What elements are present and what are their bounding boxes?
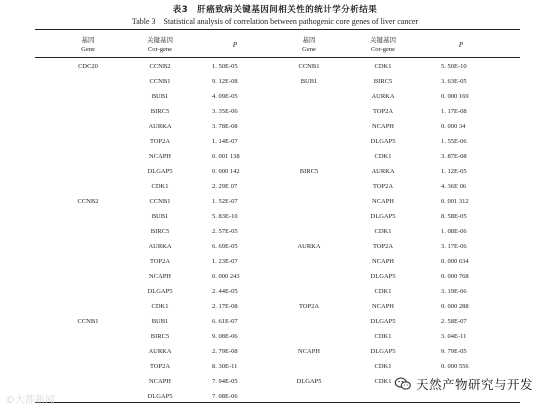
p-value-cell: 8. 58E-05 (441, 213, 467, 220)
p-value-cell: 2. 58E-07 (441, 318, 467, 325)
core-gene-cell: DLGAP5 (370, 348, 396, 355)
p-value-cell: 2. 17E-08 (212, 303, 238, 310)
p-value-cell: 6. 61E-07 (212, 318, 238, 325)
core-gene-cell: AURKA (148, 348, 172, 355)
watermark-right (392, 374, 535, 394)
core-gene-cell: CCNB1 (149, 198, 171, 205)
p-value-cell: 1. 23E-07 (212, 258, 238, 265)
watermark-left: ©大都新闻 (5, 395, 55, 406)
p-value-cell: 4. 36E 06 (441, 183, 467, 190)
p-value-cell: 8. 30E-11 (212, 363, 238, 370)
p-value-cell: 2. 57E-05 (212, 228, 238, 235)
p-value-cell: 1. 50E-05 (212, 63, 238, 70)
p-value-cell: 3. 35E-06 (212, 108, 238, 115)
p-value-cell: 3. 78E-08 (212, 123, 238, 130)
p-value-cell: 4. 09E-05 (212, 93, 238, 100)
core-gene-cell: CDK1 (374, 378, 392, 385)
core-gene-cell: TOP2A (149, 258, 171, 265)
core-gene-cell: CDK1 (374, 228, 392, 235)
core-gene-cell: CDK1 (374, 333, 392, 340)
p-value-cell: 9. 08E-06 (212, 333, 238, 340)
core-gene-cell: BUB1 (151, 93, 169, 100)
p-value-cell: 9. 12E-08 (212, 78, 238, 85)
header-p-left: P (232, 41, 238, 49)
core-gene-cell: DLGAP5 (147, 288, 173, 295)
core-gene-cell: AURKA (148, 243, 172, 250)
gene-label-right: NCAPH (297, 348, 321, 355)
core-gene-cell: NCAPH (148, 153, 172, 160)
p-value-cell: 0. 000 288 (441, 303, 469, 310)
core-gene-cell: CDK1 (374, 288, 392, 295)
p-value-cell: 6. 69E-05 (212, 243, 238, 250)
header-gene-right: 基因 Gene (302, 36, 316, 53)
core-gene-cell: BIRC5 (150, 333, 170, 340)
core-gene-cell: CCNB1 (149, 78, 171, 85)
core-gene-cell: TOP2A (149, 138, 171, 145)
core-gene-cell: TOP2A (372, 183, 394, 190)
gene-label-right: CCNB1 (298, 63, 320, 70)
core-gene-cell: NCAPH (148, 378, 172, 385)
p-value-cell: 1. 55E-06 (441, 138, 467, 145)
core-gene-cell: DLGAP5 (370, 318, 396, 325)
p-value-cell: 9. 79E-05 (441, 348, 467, 355)
core-gene-cell: AURKA (371, 168, 395, 175)
core-gene-cell: BIRC5 (373, 78, 393, 85)
p-value-cell: 2. 79E-08 (212, 348, 238, 355)
p-value-cell: 0. 000 34 (441, 123, 466, 130)
p-value-cell: 7. 08E-06 (212, 393, 238, 400)
header-rule (35, 57, 520, 58)
p-value-cell: 0. 000 142 (212, 168, 240, 175)
p-value-cell: 0. 000 556 (441, 363, 469, 370)
bottom-rule (35, 402, 520, 403)
core-gene-cell: DLGAP5 (370, 138, 396, 145)
p-value-cell: 1. 52E-07 (212, 198, 238, 205)
p-value-cell: 3. 87E-08 (441, 153, 467, 160)
header-core-right: 关键基因 Cor-gene (370, 36, 396, 53)
core-gene-cell: DLGAP5 (147, 168, 173, 175)
core-gene-cell: TOP2A (149, 363, 171, 370)
core-gene-cell: AURKA (371, 93, 395, 100)
header-p-right: P (458, 41, 464, 49)
gene-label-left: CCNB2 (77, 198, 99, 205)
p-value-cell: 3. 19E-06 (441, 288, 467, 295)
p-value-cell: 2. 29E 07 (212, 183, 238, 190)
core-gene-cell: AURKA (148, 123, 172, 130)
p-value-cell: 0. 001 138 (212, 153, 240, 160)
table-title-cn: 表3 肝癌致病关键基因间相关性的统计学分析结果 (172, 5, 378, 15)
core-gene-cell: NCAPH (371, 258, 395, 265)
p-value-cell: 0. 001 312 (441, 198, 469, 205)
core-gene-cell: CDK1 (374, 363, 392, 370)
table-title-en: Table 3 Statistical analysis of correlation between pathogenic core genes of liver cancer (131, 17, 419, 26)
header-core-left: 关键基因 Cor-gene (147, 36, 173, 53)
core-gene-cell: NCAPH (371, 123, 395, 130)
gene-label-left: CDC20 (78, 63, 98, 70)
p-value-cell: 2. 44E-05 (212, 288, 238, 295)
p-value-cell: 1. 12E-05 (441, 168, 467, 175)
core-gene-cell: CDK1 (374, 63, 392, 70)
p-value-cell: 7. 94E-05 (212, 378, 238, 385)
core-gene-cell: NCAPH (371, 303, 395, 310)
p-value-cell: 0. 000 169 (441, 93, 469, 100)
core-gene-cell: DLGAP5 (147, 393, 173, 400)
p-value-cell: 1. 14E-07 (212, 138, 238, 145)
watermark-right-text: 天然产物研究与开发 (416, 377, 534, 392)
core-gene-cell: BIRC5 (150, 108, 170, 115)
core-gene-cell: CDK1 (151, 303, 169, 310)
core-gene-cell: DLGAP5 (370, 213, 396, 220)
p-value-cell: 3. 17E-06 (441, 243, 467, 250)
core-gene-cell: CCNB2 (149, 63, 171, 70)
gene-label-right: AURKA (297, 243, 321, 250)
core-gene-cell: NCAPH (371, 198, 395, 205)
core-gene-cell: BUB1 (151, 318, 169, 325)
p-value-cell: 3. 04E-11 (441, 333, 467, 340)
core-gene-cell: DLGAP5 (370, 273, 396, 280)
core-gene-cell: CDK1 (151, 183, 169, 190)
p-value-cell: 5. 50E-10 (441, 63, 467, 70)
p-value-cell: 1. 08E-06 (441, 228, 467, 235)
gene-label-right: DLGAP5 (296, 378, 322, 385)
core-gene-cell: NCAPH (148, 273, 172, 280)
core-gene-cell: TOP2A (372, 108, 394, 115)
p-value-cell: 0. 000 243 (212, 273, 240, 280)
p-value-cell: 1. 17E-08 (441, 108, 467, 115)
core-gene-cell: CDK1 (374, 153, 392, 160)
core-gene-cell: BIRC5 (150, 228, 170, 235)
gene-label-left: CCNB1 (77, 318, 99, 325)
gene-label-right: TOP2A (298, 303, 320, 310)
p-value-cell: 0. 000 768 (441, 273, 469, 280)
core-gene-cell: BUB1 (151, 213, 169, 220)
wechat-logo-icon (394, 377, 412, 391)
header-gene-left: 基因 Gene (81, 36, 95, 53)
p-value-cell: 0. 000 634 (441, 258, 469, 265)
p-value-cell: 3. 63E-05 (441, 78, 467, 85)
gene-label-right: BIRC5 (299, 168, 319, 175)
gene-label-right: BUB1 (300, 78, 318, 85)
core-gene-cell: TOP2A (372, 243, 394, 250)
top-rule (35, 29, 520, 30)
p-value-cell: 5. 83E-10 (212, 213, 238, 220)
